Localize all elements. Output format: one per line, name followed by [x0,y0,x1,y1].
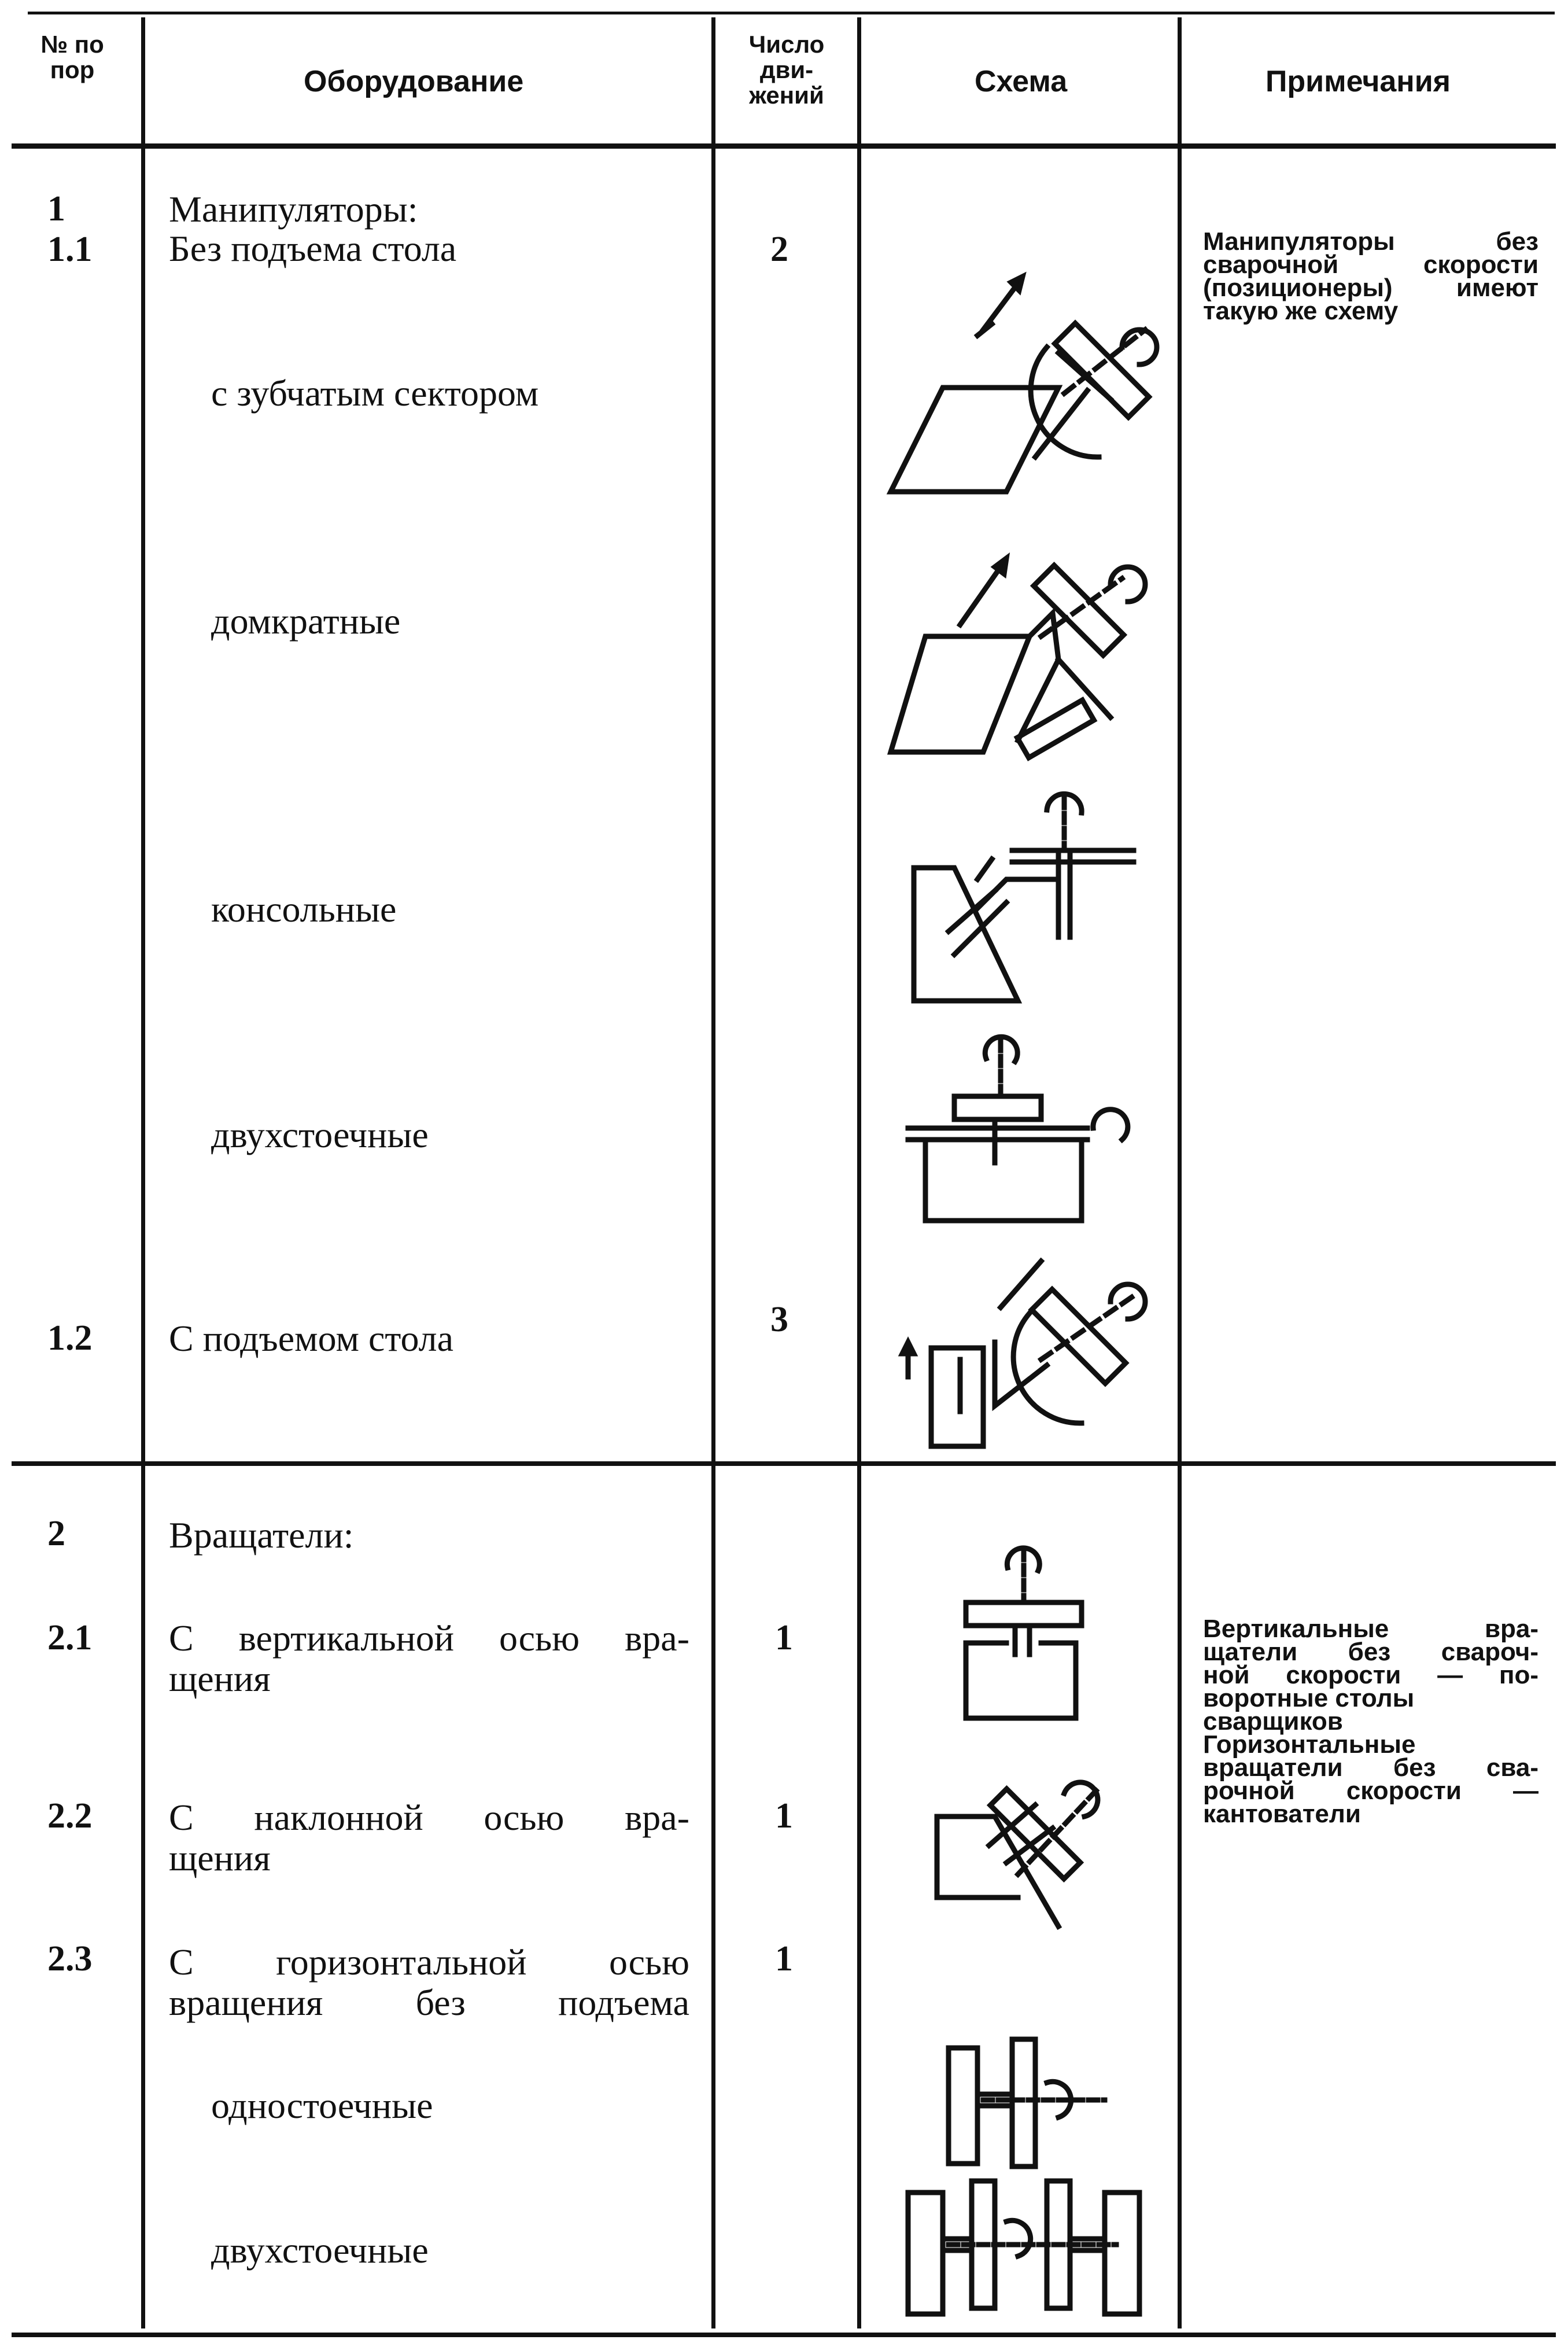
header-equipment: Оборудование [304,65,524,98]
row-number: 1.1 [47,230,93,269]
row-label [169,1799,689,1877]
row-label: С подъемом стола [169,1318,453,1359]
section-title: Манипуляторы: [169,189,418,230]
section-number: 2 [47,1514,65,1553]
row-label-line: щения [169,1837,271,1878]
note-line: сварочной скорости [1203,250,1539,279]
note-line: Манипуляторы без [1203,227,1539,256]
row-label: домкратные [211,600,401,642]
note-line: ной скорости — по- [1203,1661,1539,1689]
row-number: 2.2 [47,1796,93,1836]
movement-count: 2 [770,230,788,269]
note-section-2 [1203,1615,1539,1828]
note-line: сварщиков [1203,1707,1343,1736]
movement-count: 1 [775,1796,793,1836]
column-divider [857,17,861,2328]
row-label: консольные [211,889,397,930]
row-label-line: С наклонной осью вра- [169,1797,689,1838]
section-title: Вращатели: [169,1515,354,1556]
row-number: 2.1 [47,1618,93,1657]
row-label-line: С вертикальной осью вра- [169,1618,689,1659]
lifting-table-manipulator-scheme-icon [891,1261,1168,1458]
two-post-rotator-scheme-icon [902,2175,1157,2326]
section-number: 1 [47,189,65,229]
header-number-text: № по пор [40,31,104,83]
note-line: рочной скорости — [1203,1777,1539,1805]
top-rule [28,12,1555,14]
movement-count: 1 [775,1939,793,1978]
note-line: (позиционеры) имеют [1203,274,1539,302]
header-movements [726,32,847,108]
row-label-line: щения [169,1658,271,1699]
row-label [169,1620,689,1697]
note-line: Вертикальные вра- [1203,1615,1539,1643]
note-line: такую же схему [1203,297,1399,325]
column-divider [141,17,145,2328]
two-post-manipulator-scheme-icon [891,1030,1163,1250]
vertical-rotator-scheme-icon [960,1539,1110,1730]
jack-manipulator-scheme-icon [868,544,1168,764]
header-movements-text: Число дви- жений [748,31,825,109]
header-rule [12,143,1556,149]
header-scheme: Схема [975,65,1068,98]
header-notes: Примечания [1266,65,1451,98]
section-divider [12,1461,1556,1466]
note-line: щатели без свароч- [1203,1638,1539,1666]
row-label: Без подъема стола [169,228,457,269]
movement-count: 1 [775,1618,793,1657]
note-line: кантователи [1203,1800,1361,1828]
bottom-rule [12,2333,1556,2337]
column-divider [711,17,715,2328]
sector-manipulator-scheme-icon [868,272,1168,521]
row-label: одностоечные [211,2085,433,2126]
row-number: 2.3 [47,1939,93,1978]
row-label-line: С горизонтальной осью [169,1941,689,1983]
note-line: воротные столы [1203,1684,1415,1712]
row-label-line: вращения без подъема [169,1982,689,2023]
column-divider [1178,17,1182,2328]
note-line: Горизонтальные [1203,1730,1416,1759]
row-label: двухстоечные [211,2230,429,2271]
row-label [169,1941,689,2023]
row-label: двухстоечные [211,1114,429,1155]
header-number [35,32,110,83]
row-label: с зубчатым сектором [211,373,539,414]
cantilever-manipulator-scheme-icon [891,787,1163,1018]
inclined-rotator-scheme-icon [925,1770,1116,1944]
row-number: 1.2 [47,1318,93,1358]
note-line: вращатели без сва- [1203,1753,1539,1782]
note-section-1 [1203,227,1539,325]
single-post-rotator-scheme-icon [937,2031,1110,2181]
movement-count: 3 [770,1300,788,1339]
